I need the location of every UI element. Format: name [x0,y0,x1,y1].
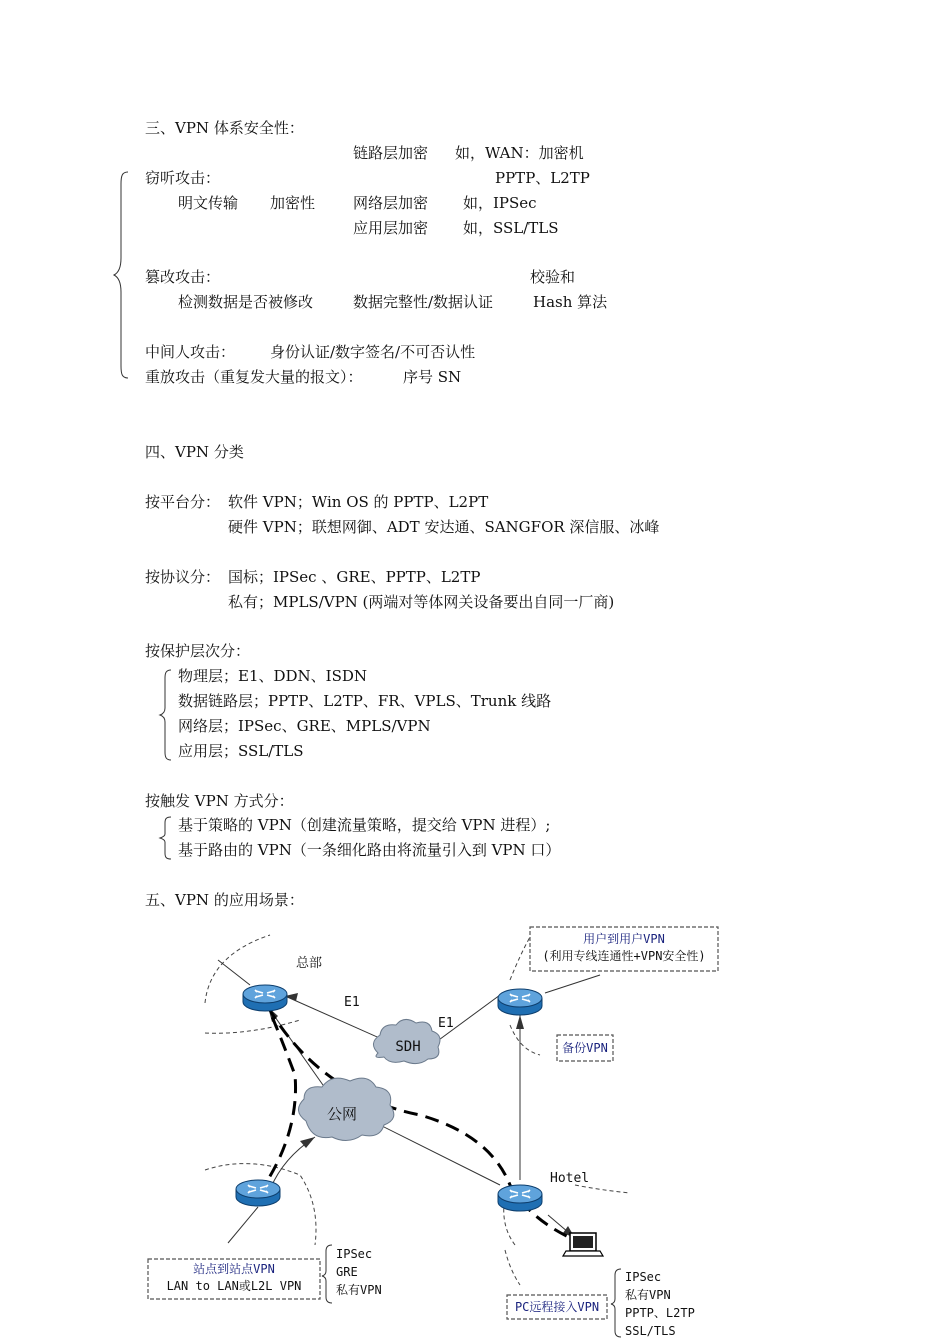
remote-access-label: PC远程接入VPN [514,1300,600,1314]
mitm-defense: 身份认证/数字签名/不可否认性 [270,343,476,361]
internet-cloud [298,1078,393,1140]
section4-title: 四、VPN 分类 [145,443,244,461]
remote-access-brace [611,1269,621,1337]
trigger-brace [158,815,174,861]
trigger-route: 基于路由的 VPN（一条细化路由将流量引入到 VPN 口） [178,841,561,859]
user-lan-link [545,975,600,993]
e1-right-label: E1 [438,1016,454,1031]
layer-physical: 物理层；E1、DDN、ISDN [178,667,368,685]
network-layer-example: 如，IPSec [463,194,537,212]
layer-label: 按保护层次分： [145,642,251,660]
site-to-site-protocol-ipsec: IPSec [336,1247,373,1261]
remote-protocol-pptp-l2tp: PPTP、L2TP [625,1306,695,1320]
hotel-site-arc-right [575,1185,630,1193]
user-to-user-sub: (利用专线连通性+VPN安全性) [542,949,706,963]
link-layer-example: 如，WAN：加密机 [455,144,584,162]
site-to-site-tunnel [258,1007,296,1195]
platform-hardware: 硬件 VPN；联想网御、ADT 安达通、SANGFOR 深信服、冰峰 [228,518,660,536]
internet-label: 公网 [326,1105,358,1123]
sdh-cloud [373,1019,440,1063]
laptop-icon [563,1233,603,1256]
mitm-attack: 中间人攻击： [145,343,236,361]
user-router [498,989,542,1015]
section5-title: 五、VPN 的应用场景： [145,891,304,909]
site-to-site-protocol-private: 私有VPN [336,1283,382,1297]
site-to-site-title: 站点到站点VPN [193,1262,275,1276]
confidentiality: 加密性 [270,194,316,212]
tamper-attack: 篡改攻击： [145,268,221,286]
user-to-user-title: 用户到用户VPN [583,932,665,946]
data-integrity: 数据完整性/数据认证 [353,293,494,311]
user-site-arc [510,937,530,980]
layer-network: 网络层；IPSec、GRE、MPLS/VPN [178,717,431,735]
sdh-label: SDH [395,1039,421,1055]
network-layer-encryption: 网络层加密 [353,194,429,212]
branch-lan-link [228,1207,258,1243]
remote-protocol-private: 私有VPN [625,1288,671,1302]
detect-modification: 检测数据是否被修改 [178,293,314,311]
hq-sdh-link [285,996,384,1040]
pptp-l2tp: PPTP、L2TP [495,169,590,187]
layer-brace [158,668,174,762]
hq-router [243,985,287,1011]
remote-protocol-ssl-tls: SSL/TLS [625,1324,676,1338]
security-brace [112,170,132,380]
site-to-site-protocol-gre: GRE [336,1265,358,1279]
link-layer-encryption: 链路层加密 [353,144,429,162]
trigger-policy: 基于策略的 VPN（创建流量策略，提交给 VPN 进程）; [178,816,551,834]
trigger-label: 按触发 VPN 方式分： [145,792,294,810]
layer-datalink: 数据链路层；PPTP、L2TP、FR、VPLS、Trunk 线路 [178,692,552,710]
e1-left-label: E1 [344,995,360,1010]
plaintext-transfer: 明文传输 [178,194,239,212]
hash-algorithm: Hash 算法 [533,293,608,311]
replay-attack: 重放攻击（重复发大量的报文）： [145,368,363,386]
site-to-site-sub: LAN to LAN或L2L VPN [166,1279,302,1293]
site-to-site-brace [322,1245,332,1303]
hotel-site-arc-lower [505,1250,520,1285]
app-layer-encryption: 应用层加密 [353,219,429,237]
layer-application: 应用层；SSL/TLS [178,742,304,760]
user-site-arc-lower [510,1025,540,1055]
eavesdrop-attack: 窃听攻击： [145,169,221,187]
backup-vpn-label: 备份VPN [562,1041,608,1055]
replay-defense: 序号 SN [403,368,462,386]
hq-label: 总部 [296,956,323,971]
protocol-private: 私有；MPLS/VPN (两端对等体网关设备要出自同一厂商) [228,593,615,611]
section3-title: 三、VPN 体系安全性： [145,119,304,137]
hotel-label: Hotel [550,1171,590,1186]
checksum: 校验和 [530,268,576,286]
platform-software: 软件 VPN；Win OS 的 PPTP、L2PT [228,493,489,511]
branch-router [236,1180,280,1206]
vpn-scenario-diagram [0,915,950,1340]
protocol-standard: 国标；IPSec 、GRE、PPTP、L2TP [228,568,481,586]
protocol-label: 按协议分： [145,568,221,586]
hotel-router [498,1185,542,1211]
internet-hotel-link [380,1125,500,1185]
platform-label: 按平台分： [145,493,221,511]
hq-lan-link [218,960,250,985]
remote-protocol-ipsec: IPSec [625,1270,662,1284]
app-layer-example: 如，SSL/TLS [463,219,559,237]
hotel-user-arrow [516,1015,524,1029]
